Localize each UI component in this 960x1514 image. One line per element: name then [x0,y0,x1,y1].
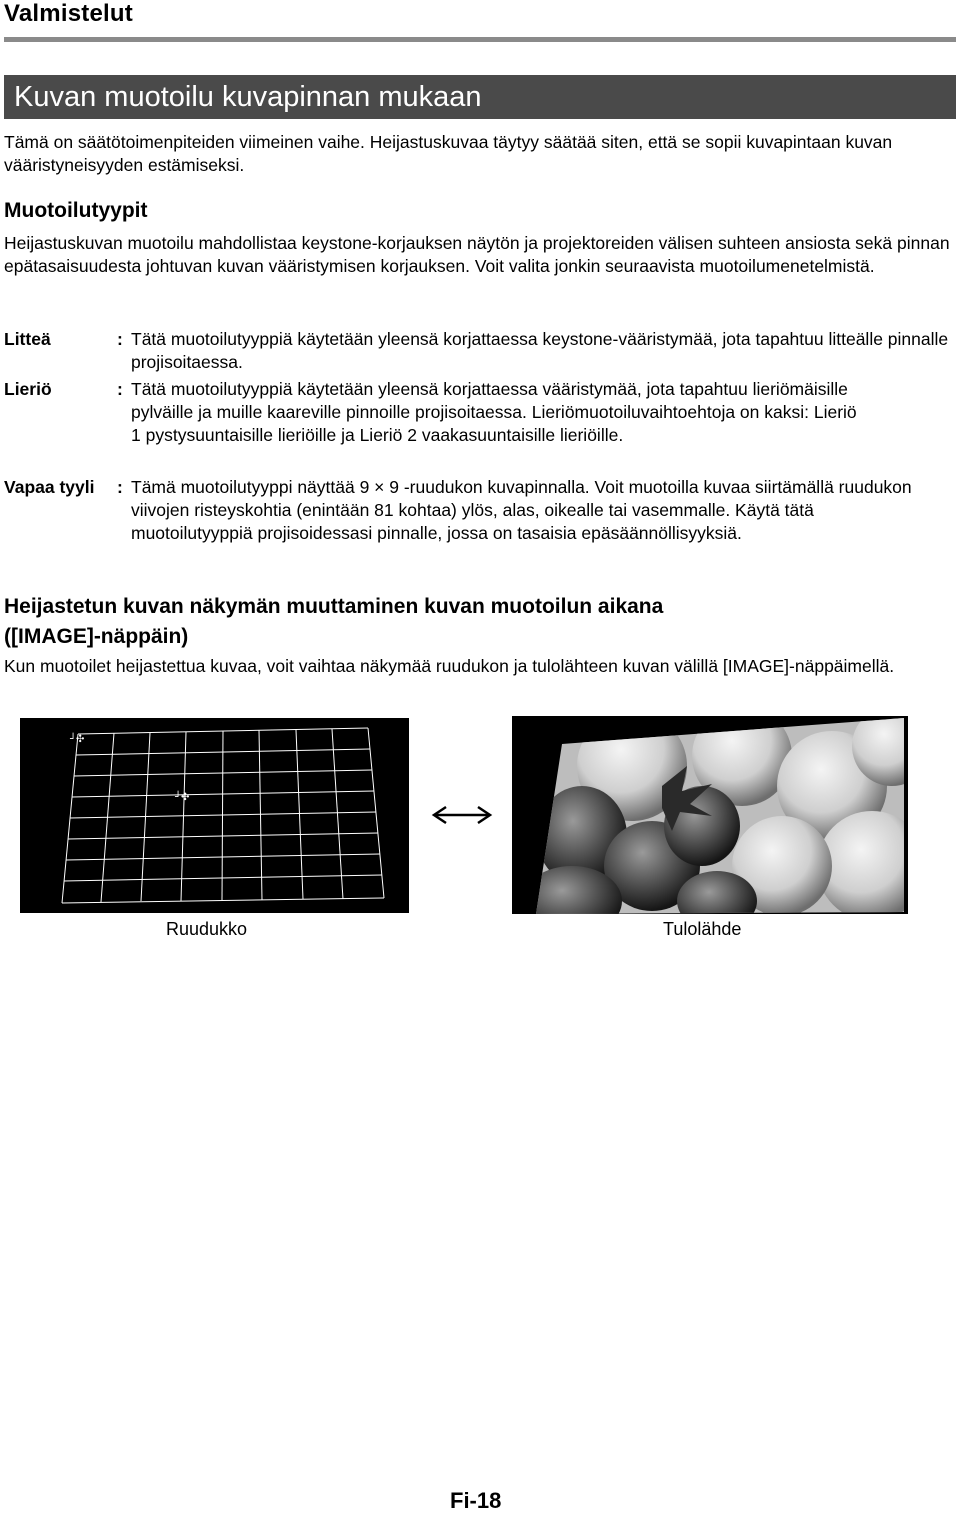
desc-lierio: Tätä muotoilutyyppiä käytetään yleensä korjattaessa vääristymää, jota tapahtuu lieriömäisille pylväille ja muille kaareville pinnoille projisoitaessa. Lieriömuotoiluvaihtoehtoja on kaksi: Lieriö 1 pystysuuntaisille lieriöille ja Lieriö 2 vaakasuuntaisille lieriöille. [131,379,857,445]
view-heading [4,592,663,652]
term-lierio: Lieriö [4,379,52,399]
chapter-title: Valmistelut [4,0,133,27]
fruit-photo-illustration [512,716,908,914]
header-divider [4,37,956,42]
term-colon: : [117,379,123,399]
section-title: Kuvan muotoilu kuvapinnan mukaan [14,81,482,113]
term-vapaa-tyyli: Vapaa tyyli [4,477,95,497]
term-littea: Litteä [4,329,51,349]
grid-caption: Ruudukko [166,919,248,939]
view-heading-line2: ([IMAGE]-näppäin) [4,625,189,648]
intro-paragraph: Tämä on säätötoimenpiteiden viimeinen vaihe. Heijastuskuvaa täytyy säätää siten, että se sopii kuvapintaan kuvan vääristyneisyyden estämiseksi. [4,132,893,175]
section-title-bar [4,75,956,119]
term-colon: : [117,329,123,349]
term-colon: : [117,477,123,497]
page-number: Fi-18 [450,1488,502,1513]
grid-illustration [20,718,409,913]
view-paragraph: Kun muotoilet heijastettua kuvaa, voit vaihtaa näkymää ruudukon ja tulolähteen kuvan välillä [IMAGE]-näppäimellä. [4,656,895,676]
desc-vapaa-tyyli: Tämä muotoilutyyppi näyttää 9 × 9 -ruudukon kuvapinnalla. Voit muotoilla kuvaa siirtämällä ruudukon viivojen risteyskohtia (enintään 81 kohtaa) ylös, alas, oikealle tai vasemmalle. Käytä tätä muotoilutyyppiä projisoidessasi pinnalle, jossa on tasaisia epäsäännöllisyyksiä. [131,477,912,543]
double-arrow-icon [430,804,494,826]
desc-littea: Tätä muotoilutyyppiä käytetään yleensä korjattaessa keystone-vääristymää, jota tapahtuu litteälle pinnalle projisoitaessa. [131,329,949,372]
point-marker-icon: ┘✣ [175,792,190,803]
corner-marker-icon: ┘✣ [70,734,85,745]
view-heading-line1: Heijastetun kuvan näkymän muuttaminen kuvan muotoilun aikana [4,595,664,618]
grid-screen-image [20,718,409,913]
source-caption: Tulolähde [663,919,742,939]
types-paragraph: Heijastuskuvan muotoilu mahdollistaa keystone-korjauksen näytön ja projektoreiden välisen suhteen ansiosta sekä pinnan epätasaisuudesta johtuvan kuvan vääristymisen korjauksen. Voit valita jonkin seuraavista muotoilumenetelmistä. [4,233,950,276]
types-heading: Muotoilutyypit [4,199,148,222]
input-source-image [512,716,908,914]
